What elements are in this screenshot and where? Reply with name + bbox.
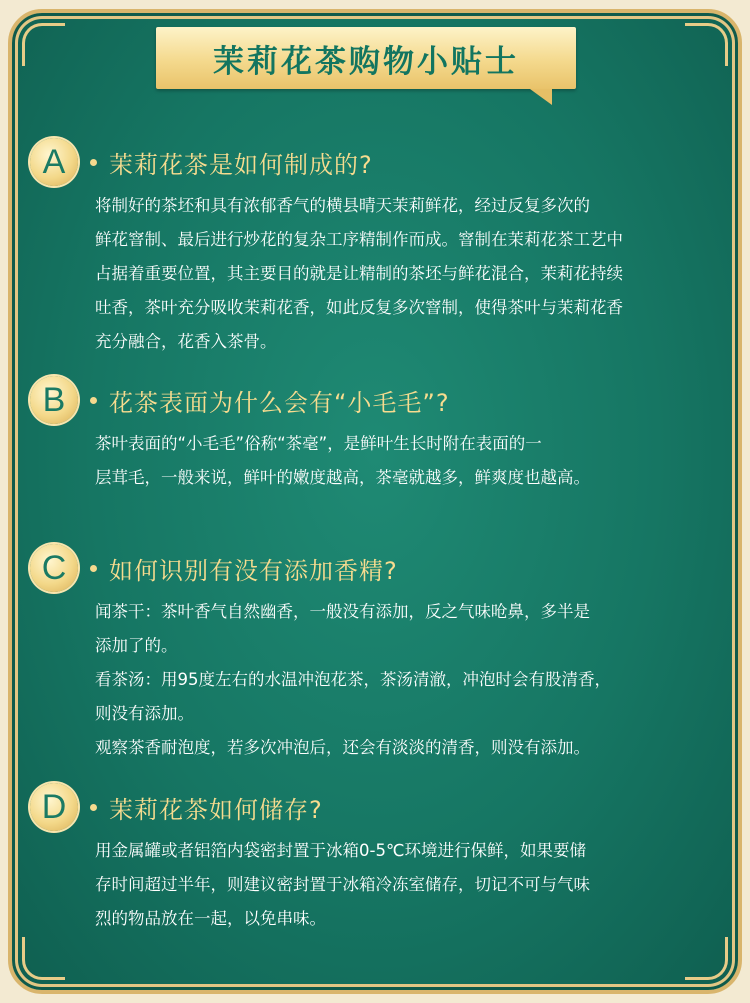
question-row [30,375,720,425]
section-b [30,375,720,495]
answer-line: 则没有添加。 [95,704,194,723]
letter-badge: B [30,376,78,424]
question-heading: 茉莉花茶如何储存? [109,795,323,824]
answer-line: 看茶汤：用95度左右的水温冲泡花茶，茶汤清澈，冲泡时会有股清香， [95,670,611,689]
answer-line: 吐香，茶叶充分吸收茉莉花香，如此反复多次窨制，使得茶叶与茉莉花香 [95,298,623,317]
answer-line: 层茸毛，一般来说，鲜叶的嫩度越高，茶毫就越多，鲜爽度也越高。 [95,468,590,487]
letter-badge: C [30,544,78,592]
bullet-dot [90,397,97,404]
question-heading: 如何识别有没有添加香精? [109,556,398,585]
corner-ornament [685,23,728,66]
answer-line: 将制好的茶坯和具有浓郁香气的横县晴天茉莉鲜花，经过反复多次的 [95,196,590,215]
answer-line: 鲜花窨制、最后进行炒花的复杂工序精制作而成。窨制在茉莉花茶工艺中 [95,230,623,249]
answer-text [95,427,725,495]
answer-text [95,595,725,765]
answer-text [95,834,725,936]
question-row [30,543,720,593]
page-title: 茉莉花茶购物小贴士 [213,43,519,80]
answer-line: 烈的物品放在一起，以免串味。 [95,909,326,928]
banner-tail [530,89,552,105]
question-row [30,782,720,832]
section-d [30,782,720,936]
answer-line: 闻茶干：茶叶香气自然幽香，一般没有添加，反之气味呛鼻，多半是 [95,602,590,621]
bullet-dot [90,804,97,811]
corner-ornament [685,937,728,980]
corner-ornament [22,23,65,66]
answer-line: 观察茶香耐泡度，若多次冲泡后，还会有淡淡的清香，则没有添加。 [95,738,590,757]
bullet-dot [90,159,97,166]
question-heading: 茉莉花茶是如何制成的? [109,150,373,179]
bullet-dot [90,565,97,572]
question-row [30,137,720,187]
answer-line: 占据着重要位置，其主要目的就是让精制的茶坯与鲜花混合，茉莉花持续 [95,264,623,283]
answer-line: 茶叶表面的“小毛毛”俗称“茶毫”，是鲜叶生长时附在表面的一 [95,434,542,453]
title-banner [156,27,576,89]
letter-badge: D [30,783,78,831]
section-a [30,137,720,359]
section-c [30,543,720,765]
answer-text [95,189,725,359]
answer-line: 存时间超过半年，则建议密封置于冰箱冷冻室储存，切记不可与气味 [95,875,590,894]
letter-badge: A [30,138,78,186]
answer-line: 用金属罐或者铝箔内袋密封置于冰箱0-5℃环境进行保鲜，如果要储 [95,841,586,860]
answer-line: 添加了的。 [95,636,178,655]
question-heading: 花茶表面为什么会有“小毛毛”? [109,388,450,417]
answer-line: 充分融合，花香入茶骨。 [95,332,277,351]
corner-ornament [22,937,65,980]
